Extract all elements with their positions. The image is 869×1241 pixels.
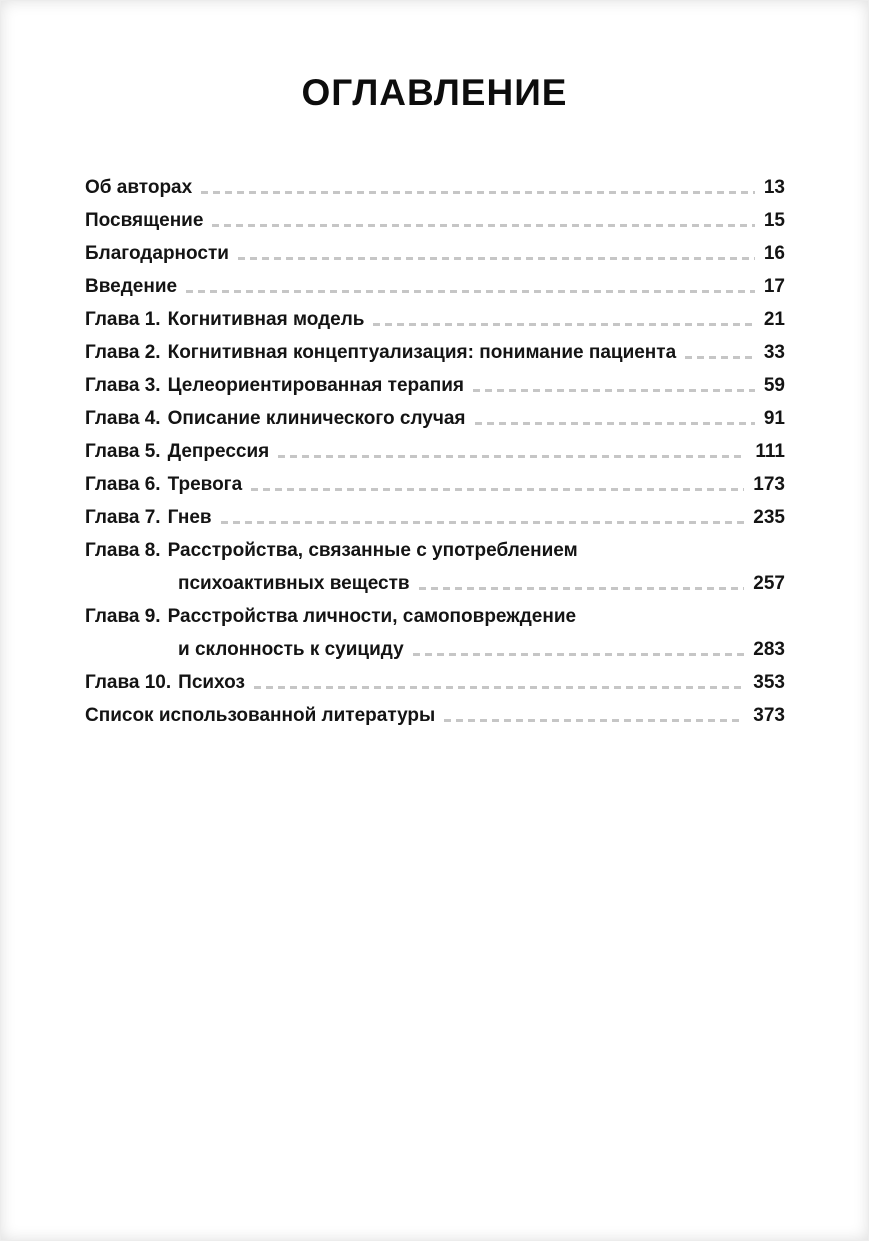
dot-leader	[444, 719, 744, 722]
toc-entry	[85, 440, 785, 463]
entry-title: Депрессия	[167, 441, 270, 462]
dot-leader	[186, 290, 755, 293]
dot-leader	[278, 455, 746, 458]
toc-entry	[85, 374, 785, 397]
dot-leader	[238, 257, 755, 260]
toc-entry	[85, 473, 785, 496]
entry-title-line2: психоактивных веществ	[178, 573, 410, 594]
dot-leader	[201, 191, 755, 194]
toc-entry	[85, 341, 785, 364]
entry-title: Список использованной литературы	[85, 705, 436, 726]
entry-title: Об авторах	[85, 177, 193, 198]
entry-title: Гнев	[167, 507, 212, 528]
page-number: 17	[763, 276, 785, 297]
page-number: 59	[763, 375, 785, 396]
page-number: 15	[763, 210, 785, 231]
page-number: 235	[753, 507, 785, 528]
page-number: 21	[763, 309, 785, 330]
page-number: 91	[763, 408, 785, 429]
toc-entry-continuation	[85, 638, 785, 661]
page-number: 283	[753, 639, 785, 660]
dot-leader	[254, 686, 744, 689]
entry-title: Расстройства, связанные с употреблением	[167, 540, 578, 561]
chapter-label: Глава 4.	[85, 408, 161, 429]
page-number: 373	[753, 705, 785, 726]
entry-title: Благодарности	[85, 243, 229, 264]
toc-entry	[85, 176, 785, 199]
toc-entry	[85, 605, 785, 628]
page-title: ОГЛАВЛЕНИЕ	[301, 72, 568, 113]
toc-entry	[85, 308, 785, 331]
dot-leader	[413, 653, 745, 656]
chapter-label: Глава 3.	[85, 375, 161, 396]
chapter-label: Глава 7.	[85, 507, 161, 528]
chapter-label: Глава 8.	[85, 540, 161, 561]
entry-title: Описание клинического случая	[167, 408, 466, 429]
page-number: 257	[753, 573, 785, 594]
toc-entry	[85, 704, 785, 727]
toc-entry	[85, 671, 785, 694]
dot-leader	[473, 389, 755, 392]
page-number: 111	[755, 441, 785, 462]
toc-entry	[85, 242, 785, 265]
page-number: 353	[753, 672, 785, 693]
dot-leader	[373, 323, 754, 326]
entry-title: Тревога	[167, 474, 243, 495]
toc-entry	[85, 539, 785, 562]
dot-leader	[251, 488, 744, 491]
dot-leader	[419, 587, 745, 590]
table-of-contents	[85, 176, 785, 727]
page-number: 33	[763, 342, 785, 363]
chapter-label: Глава 1.	[85, 309, 161, 330]
entry-title: Психоз	[178, 672, 245, 693]
entry-title: Целеориентированная терапия	[167, 375, 464, 396]
chapter-label: Глава 6.	[85, 474, 161, 495]
entry-title: Когнитивная концептуализация: понимание пациента	[167, 342, 677, 363]
entry-title: Когнитивная модель	[167, 309, 365, 330]
chapter-label: Глава 10.	[85, 672, 172, 693]
chapter-label: Глава 5.	[85, 441, 161, 462]
toc-entry	[85, 407, 785, 430]
toc-entry	[85, 506, 785, 529]
dot-leader	[475, 422, 755, 425]
entry-title: Расстройства личности, самоповреждение	[167, 606, 577, 627]
toc-entry	[85, 275, 785, 298]
chapter-label: Глава 9.	[85, 606, 161, 627]
dot-leader	[221, 521, 745, 524]
dot-leader	[212, 224, 754, 227]
entry-title: Посвящение	[85, 210, 204, 231]
page-number: 13	[763, 177, 785, 198]
toc-entry-continuation	[85, 572, 785, 595]
entry-title-line2: и склонность к суициду	[178, 639, 404, 660]
page-number: 173	[753, 474, 785, 495]
dot-leader	[685, 356, 755, 359]
entry-title: Введение	[85, 276, 178, 297]
page-number: 16	[763, 243, 785, 264]
chapter-label: Глава 2.	[85, 342, 161, 363]
toc-entry	[85, 209, 785, 232]
